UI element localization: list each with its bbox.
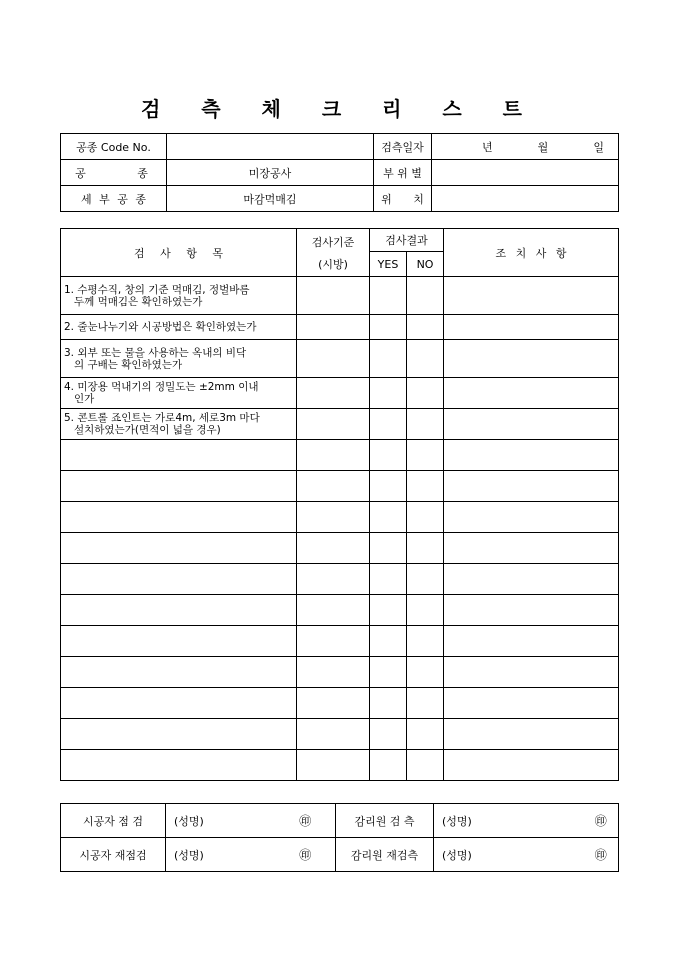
no-cell[interactable] <box>407 564 444 595</box>
no-cell[interactable] <box>407 502 444 533</box>
page-title: 검 측 체 크 리 스 트 <box>140 97 540 121</box>
table-row <box>61 471 619 502</box>
action-cell[interactable] <box>444 688 619 719</box>
no-cell[interactable] <box>407 719 444 750</box>
table-row <box>61 595 619 626</box>
header-info-table <box>60 133 619 212</box>
date-month-label: 월 <box>537 140 549 154</box>
supervisor-recheck-name-field[interactable]: (성명) <box>434 838 544 872</box>
no-cell[interactable] <box>407 409 444 440</box>
table-row <box>61 750 619 781</box>
no-cell[interactable] <box>407 533 444 564</box>
yes-cell[interactable] <box>370 502 407 533</box>
item-cell[interactable] <box>61 688 297 719</box>
col-header-standard-label: 검사기준 <box>311 235 355 249</box>
inspection-date-field[interactable] <box>432 134 619 160</box>
no-cell[interactable] <box>407 657 444 688</box>
no-cell[interactable] <box>407 750 444 781</box>
check-item-1-line2: 두께 먹매김은 확인하였는가 <box>74 295 203 308</box>
yes-cell[interactable] <box>370 533 407 564</box>
part-label: 부 위 별 <box>374 160 432 186</box>
date-day-label: 일 <box>593 140 604 154</box>
supervisor-recheck-seal: ㊞ <box>544 838 619 872</box>
table-row <box>61 378 619 409</box>
no-cell[interactable] <box>407 378 444 409</box>
item-cell[interactable] <box>61 657 297 688</box>
standard-cell[interactable] <box>297 688 370 719</box>
action-cell[interactable] <box>444 378 619 409</box>
check-item-1-line1: 1. 수평수직, 창의 기준 먹매김, 정벌바름 <box>64 283 250 296</box>
col-header-result: 검사결과 <box>370 229 444 252</box>
yes-cell[interactable] <box>370 657 407 688</box>
action-cell[interactable] <box>444 626 619 657</box>
contractor-recheck-seal: ㊞ <box>276 838 336 872</box>
table-row <box>61 409 619 440</box>
yes-cell[interactable] <box>370 688 407 719</box>
check-item-5 <box>61 409 297 440</box>
table-row <box>61 502 619 533</box>
action-cell[interactable] <box>444 719 619 750</box>
standard-cell[interactable] <box>297 626 370 657</box>
location-label: 위 치 <box>374 186 432 212</box>
col-header-no: NO <box>407 252 444 277</box>
item-cell[interactable] <box>61 564 297 595</box>
item-cell[interactable] <box>61 440 297 471</box>
standard-cell[interactable] <box>297 533 370 564</box>
check-item-2-line1: 2. 줄눈나누기와 시공방법은 확인하였는가 <box>64 321 257 333</box>
standard-cell[interactable] <box>297 340 370 378</box>
standard-cell[interactable] <box>297 471 370 502</box>
work-type-label: 공 종 <box>61 160 167 186</box>
table-row <box>61 340 619 378</box>
no-cell[interactable] <box>407 440 444 471</box>
yes-cell[interactable] <box>370 409 407 440</box>
inspection-date-label: 검측일자 <box>374 134 432 160</box>
action-cell[interactable] <box>444 595 619 626</box>
item-cell[interactable] <box>61 750 297 781</box>
col-header-standard-sub: (시방) <box>318 257 348 271</box>
check-item-2 <box>61 315 297 340</box>
yes-cell[interactable] <box>370 440 407 471</box>
yes-cell[interactable] <box>370 564 407 595</box>
action-cell[interactable] <box>444 533 619 564</box>
supervisor-check-name-field[interactable]: (성명) <box>434 804 544 838</box>
no-cell[interactable] <box>407 277 444 315</box>
action-cell[interactable] <box>444 277 619 315</box>
location-field[interactable] <box>432 186 619 212</box>
checklist-table <box>60 228 619 781</box>
no-cell[interactable] <box>407 315 444 340</box>
contractor-recheck-label: 시공자 재점검 <box>61 838 166 872</box>
no-cell[interactable] <box>407 340 444 378</box>
action-cell[interactable] <box>444 502 619 533</box>
check-item-3-line1: 3. 외부 또는 물을 사용하는 옥내의 비닥 <box>64 346 247 359</box>
table-row <box>61 440 619 471</box>
check-item-4-line1: 4. 미장용 먹내기의 정밀도는 ±2mm 이내 <box>64 381 259 393</box>
check-item-5-line2: 설치하였는가(면적이 넓을 경우) <box>74 424 221 436</box>
col-header-standard <box>297 229 370 277</box>
standard-cell[interactable] <box>297 277 370 315</box>
action-cell[interactable] <box>444 471 619 502</box>
standard-cell[interactable] <box>297 595 370 626</box>
col-header-item: 검 사 항 목 <box>61 229 297 277</box>
yes-cell[interactable] <box>370 378 407 409</box>
yes-cell[interactable] <box>370 340 407 378</box>
standard-cell[interactable] <box>297 440 370 471</box>
standard-cell[interactable] <box>297 378 370 409</box>
date-year-label: 년 <box>482 140 493 154</box>
supervisor-check-seal: ㊞ <box>544 804 619 838</box>
table-row <box>61 315 619 340</box>
action-cell[interactable] <box>444 750 619 781</box>
table-row <box>61 657 619 688</box>
check-item-3-line2: 의 구배는 확인하였는가 <box>74 358 183 371</box>
standard-cell[interactable] <box>297 409 370 440</box>
action-cell[interactable] <box>444 657 619 688</box>
part-field[interactable] <box>432 160 619 186</box>
no-cell[interactable] <box>407 471 444 502</box>
table-row <box>61 564 619 595</box>
action-cell[interactable] <box>444 340 619 378</box>
item-cell[interactable] <box>61 533 297 564</box>
table-row <box>61 688 619 719</box>
yes-cell[interactable] <box>370 750 407 781</box>
yes-cell[interactable] <box>370 595 407 626</box>
work-code-field[interactable] <box>167 134 374 160</box>
contractor-check-name-field[interactable]: (성명) <box>166 804 276 838</box>
work-type-field[interactable]: 미장공사 <box>167 160 374 186</box>
item-cell[interactable] <box>61 626 297 657</box>
col-header-action: 조 치 사 항 <box>444 229 619 277</box>
action-cell[interactable] <box>444 409 619 440</box>
check-item-1 <box>61 277 297 315</box>
table-row <box>61 719 619 750</box>
work-code-label: 공종 Code No. <box>61 134 167 160</box>
standard-cell[interactable] <box>297 657 370 688</box>
table-row <box>61 533 619 564</box>
action-cell[interactable] <box>444 440 619 471</box>
table-row <box>61 277 619 315</box>
table-row <box>61 626 619 657</box>
contractor-recheck-name-field[interactable]: (성명) <box>166 838 276 872</box>
action-cell[interactable] <box>444 564 619 595</box>
no-cell[interactable] <box>407 595 444 626</box>
detail-work-field[interactable]: 마감먹매김 <box>167 186 374 212</box>
yes-cell[interactable] <box>370 315 407 340</box>
no-cell[interactable] <box>407 688 444 719</box>
item-cell[interactable] <box>61 471 297 502</box>
standard-cell[interactable] <box>297 315 370 340</box>
standard-cell[interactable] <box>297 750 370 781</box>
yes-cell[interactable] <box>370 277 407 315</box>
check-item-3 <box>61 340 297 378</box>
item-cell[interactable] <box>61 502 297 533</box>
detail-work-label: 세 부 공 종 <box>61 186 167 212</box>
standard-cell[interactable] <box>297 719 370 750</box>
item-cell[interactable] <box>61 719 297 750</box>
contractor-check-seal: ㊞ <box>276 804 336 838</box>
col-header-yes: YES <box>370 252 407 277</box>
yes-cell[interactable] <box>370 471 407 502</box>
no-cell[interactable] <box>407 626 444 657</box>
item-cell[interactable] <box>61 595 297 626</box>
supervisor-recheck-label: 감리원 재검측 <box>336 838 434 872</box>
check-item-4-line2: 인가 <box>74 393 95 405</box>
check-item-5-line1: 5. 콘트롤 죠인트는 가로4m, 세로3m 마다 <box>64 412 260 424</box>
action-cell[interactable] <box>444 315 619 340</box>
yes-cell[interactable] <box>370 626 407 657</box>
supervisor-check-label: 감리원 검 측 <box>336 804 434 838</box>
standard-cell[interactable] <box>297 502 370 533</box>
check-item-4 <box>61 378 297 409</box>
standard-cell[interactable] <box>297 564 370 595</box>
yes-cell[interactable] <box>370 719 407 750</box>
contractor-check-label: 시공자 점 검 <box>61 804 166 838</box>
signature-table <box>60 803 619 872</box>
